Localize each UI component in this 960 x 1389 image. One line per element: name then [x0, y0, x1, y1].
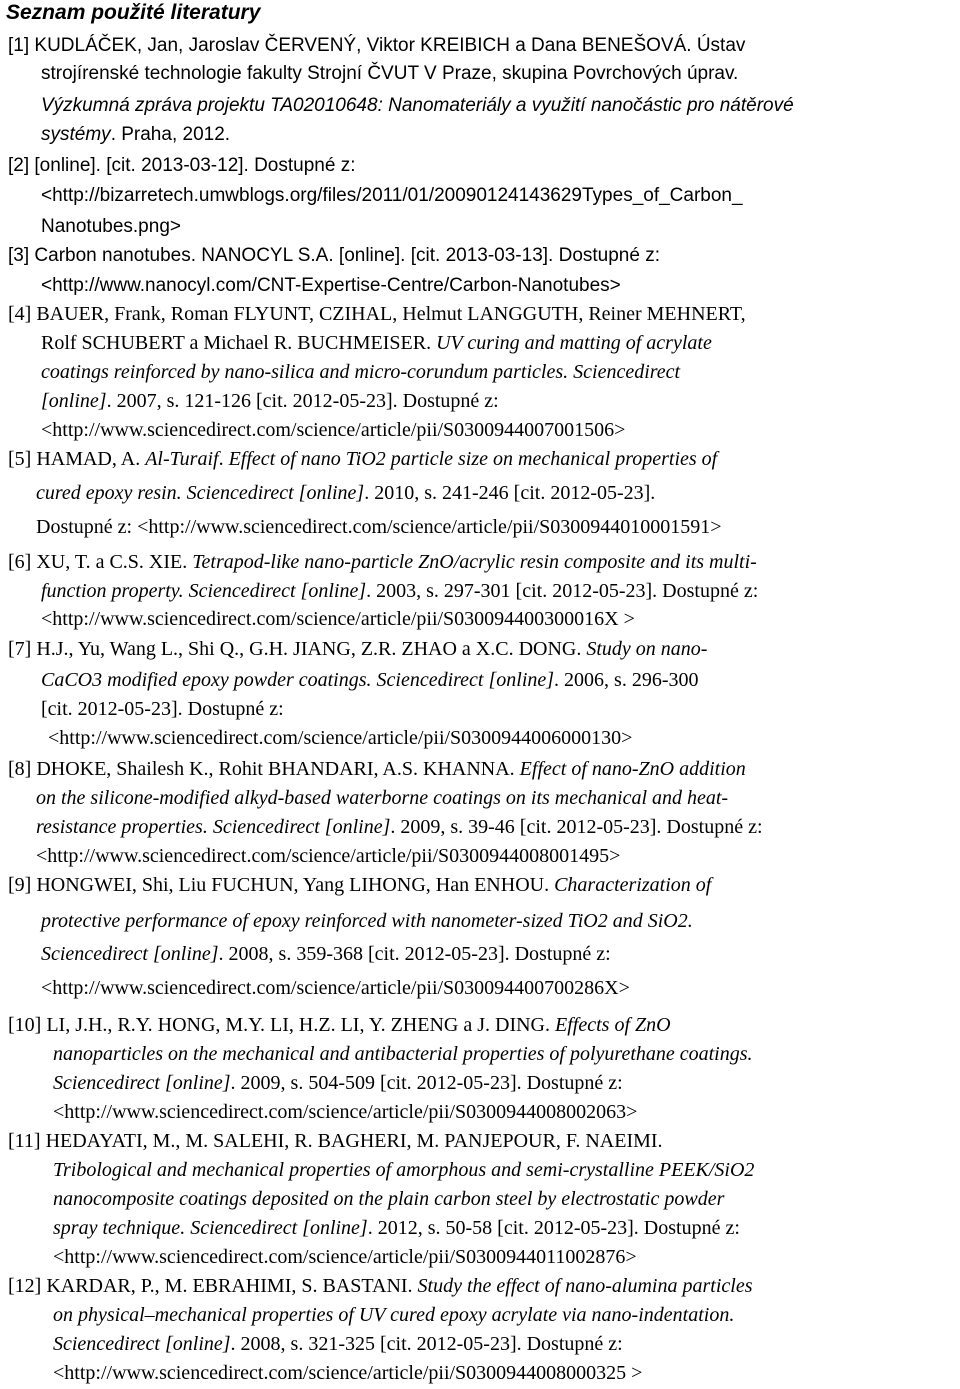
reference-line — [53, 1302, 734, 1328]
reference-text: systémy — [41, 124, 111, 145]
reference-line — [41, 330, 712, 356]
reference-line — [41, 213, 181, 240]
reference-line — [41, 975, 630, 1001]
reference-line — [36, 814, 763, 840]
reference-text: . 2003, s. 297-301 [cit. 2012-05-23]. Dostupné z: — [366, 580, 759, 602]
reference-line — [53, 1041, 753, 1067]
reference-line — [8, 756, 746, 782]
reference-line — [8, 1128, 663, 1154]
reference-text: Výzkumná zpráva projektu TA02010648: Nanomateriály a využití nanočástic pro nátěrové — [41, 95, 794, 116]
reference-text: [4] BAUER, Frank, Roman FLYUNT, CZIHAL, Helmut LANGGUTH, Reiner MEHNERT, — [8, 303, 746, 325]
reference-line — [36, 785, 728, 811]
reference-text: Nanotubes.png> — [41, 216, 181, 237]
reference-line — [41, 417, 625, 443]
reference-text: Sciencedirect [online] — [53, 1333, 231, 1355]
reference-text: Study the effect of nano-alumina particles — [417, 1275, 753, 1297]
reference-text: [12] KARDAR, P., M. EBRAHIMI, S. BASTANI. — [8, 1275, 418, 1297]
reference-line — [36, 480, 655, 506]
reference-text: Al-Turaif — [145, 448, 219, 470]
reference-text: function property. Sciencedirect [online] — [41, 580, 367, 602]
reference-text: [7] H.J., Yu, Wang L., Shi Q., G.H. JIANG, Z.R. ZHAO a X.C. DONG. — [8, 638, 587, 660]
reference-text: [10] LI, J.H., R.Y. HONG, M.Y. LI, H.Z. LI, Y. ZHENG a J. DING. — [8, 1014, 556, 1036]
reference-text: <http://www.sciencedirect.com/science/article/pii/S030094400700286X> — [41, 977, 630, 999]
reference-text: protective performance of epoxy reinforced with nanometer-sized TiO2 and SiO2. — [41, 910, 693, 932]
reference-text: [9] HONGWEI, Shi, Liu FUCHUN, Yang LIHONG, Han ENHOU. — [8, 874, 555, 896]
reference-text: . — [218, 448, 229, 470]
reference-line — [8, 301, 746, 327]
reference-text: on the silicone-modified alkyd-based waterborne coatings on its mechanical and heat- — [36, 787, 729, 809]
reference-line — [48, 725, 632, 751]
reference-text: Sciencedirect [online] — [41, 943, 219, 965]
reference-line — [8, 242, 660, 269]
reference-text: [5] HAMAD, A. — [8, 448, 146, 470]
reference-line — [41, 696, 284, 722]
reference-text: Rolf SCHUBERT a Michael R. BUCHMEISER. — [41, 332, 437, 354]
reference-text: Dostupné z: <http://www.sciencedirect.com/science/article/pii/S0300944010001591> — [36, 516, 722, 538]
reference-text: . 2008, s. 321-325 [cit. 2012-05-23]. Dostupné z: — [230, 1333, 623, 1355]
reference-line — [8, 872, 711, 898]
reference-line — [36, 514, 722, 540]
reference-line — [53, 1099, 637, 1125]
reference-line — [8, 32, 745, 59]
reference-line — [41, 667, 699, 693]
reference-line — [53, 1360, 642, 1386]
reference-text: Tribological and mechanical properties of amorphous and semi-crystalline PEEK/SiO2 — [53, 1159, 755, 1181]
reference-text: [1] KUDLÁČEK, Jan, Jaroslav ČERVENÝ, Viktor KREIBICH a Dana BENEŠOVÁ. Ústav — [8, 35, 746, 56]
reference-line — [8, 549, 757, 575]
reference-text: Sciencedirect [online] — [53, 1072, 231, 1094]
reference-text: . 2006, s. 296-300 — [554, 669, 699, 691]
reference-text: spray technique. Sciencedirect [online] — [53, 1217, 368, 1239]
reference-text: Tetrapod-like nano-particle ZnO/acrylic resin composite and its multi- — [192, 551, 757, 573]
reference-text: CaCO3 modified epoxy powder coatings. Sciencedirect [online] — [41, 669, 555, 691]
reference-text: Study on nano- — [586, 638, 708, 660]
reference-text: <http://www.sciencedirect.com/science/article/pii/S0300944008002063> — [53, 1101, 638, 1123]
reference-text: <http://www.sciencedirect.com/science/article/pii/S0300944008000325 > — [53, 1362, 643, 1384]
reference-line — [53, 1331, 623, 1357]
reference-line — [41, 60, 738, 87]
reference-text: [6] XU, T. a C.S. XIE. — [8, 551, 193, 573]
reference-text: UV curing and matting of acrylate — [436, 332, 712, 354]
reference-line — [41, 182, 743, 209]
reference-line — [53, 1215, 740, 1241]
reference-text: nanocomposite coatings deposited on the plain carbon steel by electrostatic powder — [53, 1188, 725, 1210]
reference-text: [3] Carbon nanotubes. NANOCYL S.A. [online]. [cit. 2013-03-13]. Dostupné z: — [8, 245, 660, 266]
reference-line — [41, 359, 680, 385]
page-title: Seznam použité literatury — [6, 1, 261, 24]
reference-text: Characterization of — [554, 874, 712, 896]
reference-text: [online] — [41, 390, 107, 412]
reference-text: . 2008, s. 359-368 [cit. 2012-05-23]. Dostupné z: — [218, 943, 611, 965]
reference-line — [53, 1157, 754, 1183]
reference-line — [8, 1273, 752, 1299]
reference-line — [41, 941, 611, 967]
reference-text: [8] DHOKE, Shailesh K., Rohit BHANDARI, A.S. KHANNA. — [8, 758, 520, 780]
reference-line — [36, 843, 620, 869]
reference-text: <http://www.sciencedirect.com/science/article/pii/S030094400300016X > — [41, 608, 635, 630]
reference-line — [41, 92, 794, 119]
reference-text: Effect of nano-ZnO addition — [519, 758, 746, 780]
reference-line — [41, 272, 621, 299]
reference-text: cured epoxy resin. Sciencedirect [online] — [36, 482, 365, 504]
reference-text: <http://www.sciencedirect.com/science/article/pii/S0300944007001506> — [41, 419, 626, 441]
reference-line — [53, 1070, 623, 1096]
reference-text: coatings reinforced by nano-silica and micro-corundum particles. Sciencedirect — [41, 361, 681, 383]
reference-text: nanoparticles on the mechanical and antibacterial properties of polyurethane coatings. — [53, 1043, 753, 1065]
reference-text: Effects of ZnO — [555, 1014, 671, 1036]
reference-text: <http://www.sciencedirect.com/science/article/pii/S0300944011002876> — [53, 1246, 637, 1268]
reference-line — [41, 578, 758, 604]
reference-text: [11] HEDAYATI, M., M. SALEHI, R. BAGHERI, M. PANJEPOUR, F. NAEIMI. — [8, 1130, 663, 1152]
reference-text: [cit. 2012-05-23]. Dostupné z: — [41, 698, 284, 720]
reference-text: on physical–mechanical properties of UV cured epoxy acrylate via nano-indentation. — [53, 1304, 735, 1326]
reference-text: . 2009, s. 39-46 [cit. 2012-05-23]. Dostupné z: — [390, 816, 763, 838]
reference-line — [41, 121, 230, 148]
reference-text: <http://bizarretech.umwblogs.org/files/2011/01/20090124143629Types_of_Carbon_ — [41, 185, 743, 206]
reference-text: <http://www.sciencedirect.com/science/article/pii/S0300944008001495> — [36, 845, 621, 867]
reference-line — [8, 636, 707, 662]
reference-line — [8, 152, 355, 179]
reference-line — [8, 1012, 671, 1038]
reference-text: . 2007, s. 121-126 [cit. 2012-05-23]. Dostupné z: — [106, 390, 499, 412]
reference-text: <http://www.sciencedirect.com/science/article/pii/S0300944006000130> — [48, 727, 633, 749]
reference-text: . 2009, s. 504-509 [cit. 2012-05-23]. Dostupné z: — [230, 1072, 623, 1094]
reference-line — [41, 606, 635, 632]
reference-text: . Praha, 2012. — [110, 124, 231, 145]
reference-text: Effect of nano TiO2 particle size on mechanical properties of — [228, 448, 718, 470]
reference-text: <http://www.nanocyl.com/CNT-Expertise-Centre/Carbon-Nanotubes> — [41, 275, 621, 296]
reference-text: [2] [online]. [cit. 2013-03-12]. Dostupné z: — [8, 155, 356, 176]
reference-text: strojírenské technologie fakulty Strojní ČVUT V Praze, skupina Povrchových úprav. — [41, 63, 739, 84]
reference-text: . 2010, s. 241-246 [cit. 2012-05-23]. — [364, 482, 656, 504]
reference-line — [41, 388, 499, 414]
reference-line — [41, 908, 693, 934]
reference-text: resistance properties. Sciencedirect [online] — [36, 816, 391, 838]
reference-text: . 2012, s. 50-58 [cit. 2012-05-23]. Dostupné z: — [367, 1217, 740, 1239]
reference-line — [53, 1244, 637, 1270]
reference-line — [8, 446, 717, 472]
reference-line — [53, 1186, 724, 1212]
